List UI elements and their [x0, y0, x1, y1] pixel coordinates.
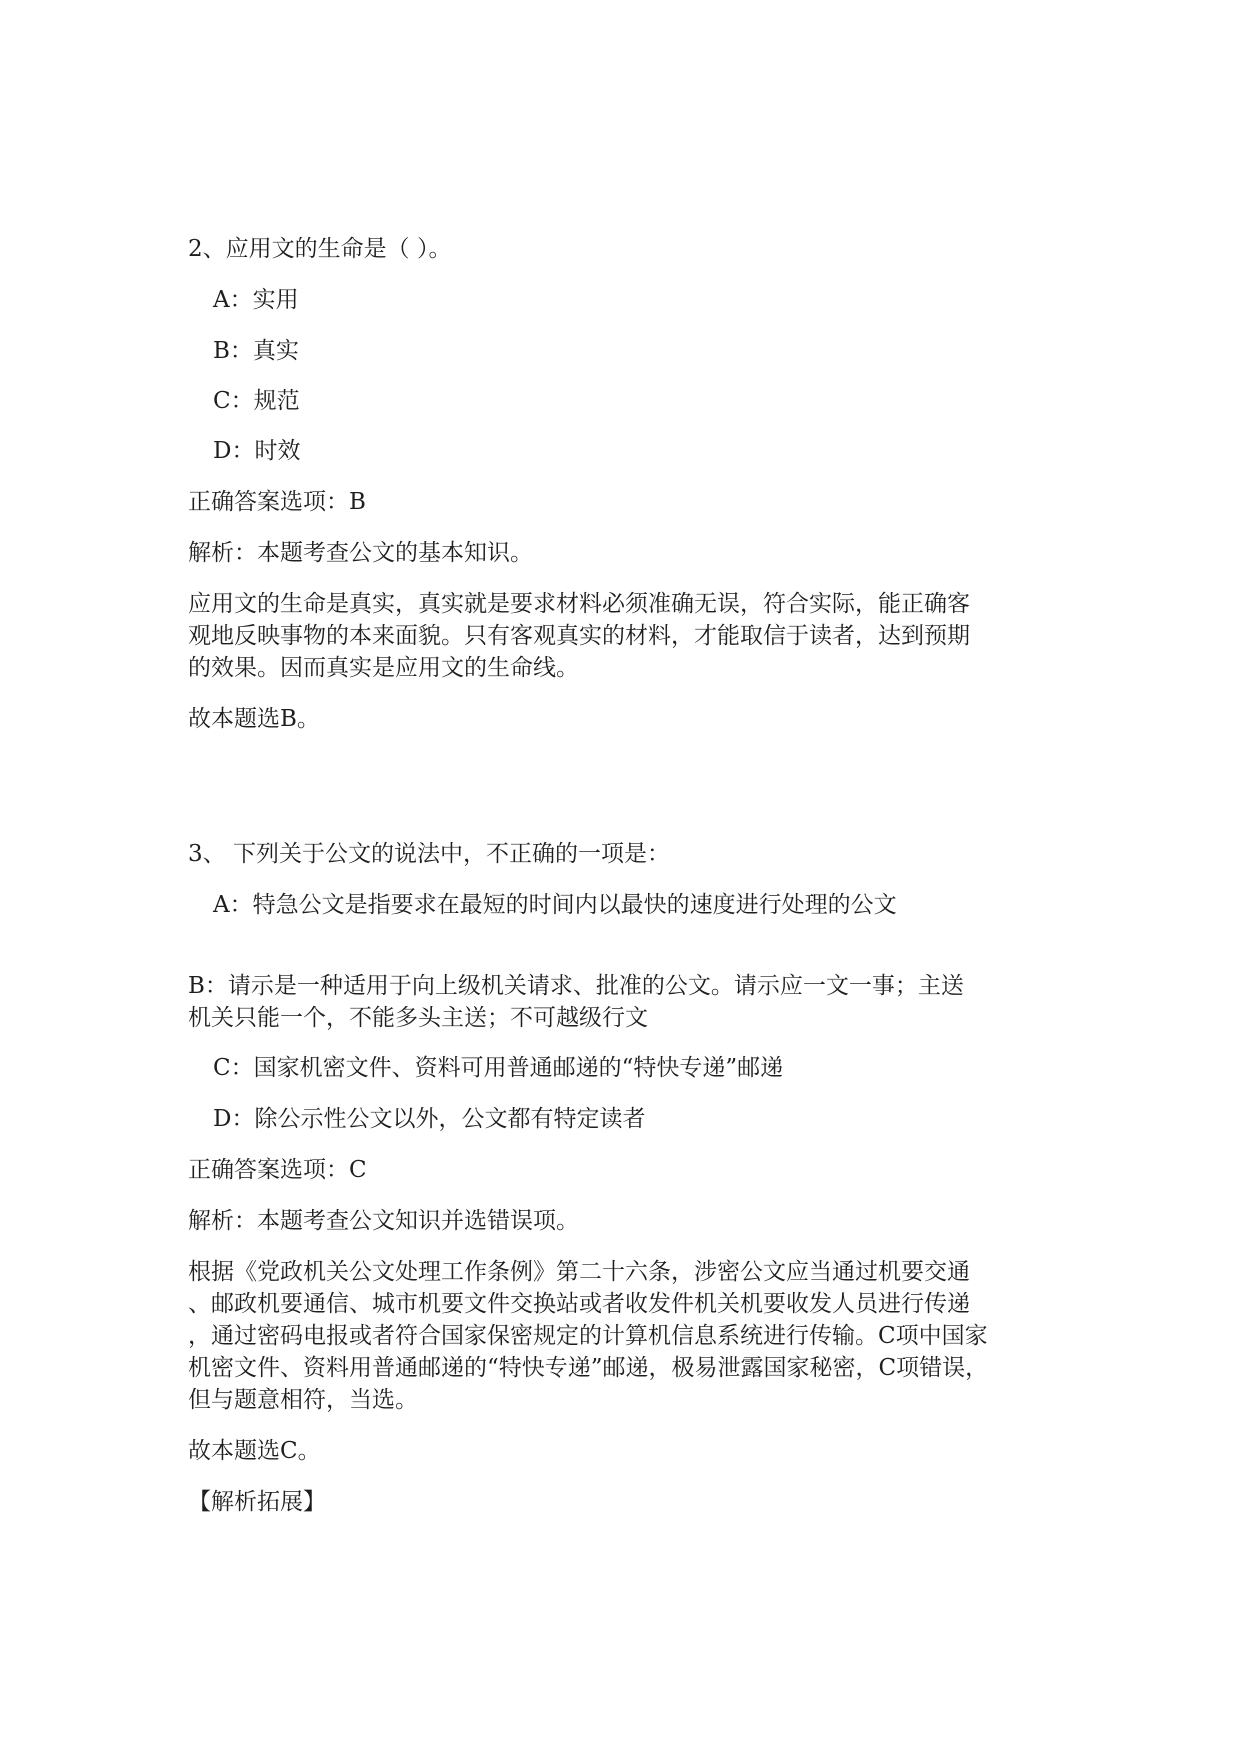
q3-explanation-line: 、邮政机要通信、城市机要文件交换站或者收发件机关机要收发人员进行传递: [188, 1291, 970, 1317]
q2-explanation-line: 的效果。因而真实是应用文的生命线。: [188, 655, 579, 681]
q2-option-b: B：真实: [213, 338, 299, 364]
q3-option-b-line: 机关只能一个，不能多头主送；不可越级行文: [188, 1005, 648, 1031]
q3-option-a: A：特急公文是指要求在最短的时间内以最快的速度进行处理的公文: [213, 892, 897, 918]
q3-option-b: [188, 970, 1063, 1034]
q2-option-c: C：规范: [213, 388, 300, 414]
q3-question: 3、 下列关于公文的说法中，不正确的一项是：: [188, 841, 670, 867]
q2-explanation-line: 观地反映事物的本来面貌。只有客观真实的材料，才能取信于读者，达到预期: [188, 623, 970, 649]
q3-conclusion: 故本题选C。: [188, 1438, 321, 1464]
q2-explanation-line: 应用文的生命是真实，真实就是要求材料必须准确无误，符合实际，能正确客: [188, 591, 970, 617]
q3-option-d: D：除公示性公文以外，公文都有特定读者: [213, 1106, 646, 1132]
q2-explanation: [188, 588, 1063, 684]
q2-analysis-intro: 解析：本题考查公文的基本知识。: [188, 540, 533, 566]
q3-explanation-line: 机密文件、资料用普通邮递的“特快专递”邮递，极易泄露国家秘密，C项错误，: [188, 1355, 989, 1381]
q3-explanation-line: 根据《党政机关公文处理工作条例》第二十六条，涉密公文应当通过机要交通: [188, 1259, 970, 1285]
q2-answer: 正确答案选项：B: [188, 489, 366, 515]
q2-option-a: A：实用: [213, 287, 299, 313]
q2-conclusion: 故本题选B。: [188, 706, 320, 732]
q3-explanation-line: 但与题意相符，当选。: [188, 1387, 418, 1413]
q3-option-b-line: B：请示是一种适用于向上级机关请求、批准的公文。请示应一文一事；主送: [188, 973, 964, 999]
q3-answer: 正确答案选项：C: [188, 1157, 367, 1183]
q3-extension-heading: 【解析拓展】: [188, 1489, 326, 1515]
q3-explanation-line: ，通过密码电报或者符合国家保密规定的计算机信息系统进行传输。C项中国家: [188, 1323, 988, 1349]
q2-question: 2、应用文的生命是（ ）。: [188, 236, 452, 262]
q3-explanation: [188, 1256, 1063, 1416]
q3-option-c: C：国家机密文件、资料可用普通邮递的“特快专递”邮递: [213, 1055, 784, 1081]
q3-analysis-intro: 解析：本题考查公文知识并选错误项。: [188, 1208, 579, 1234]
q2-option-d: D：时效: [213, 438, 301, 464]
